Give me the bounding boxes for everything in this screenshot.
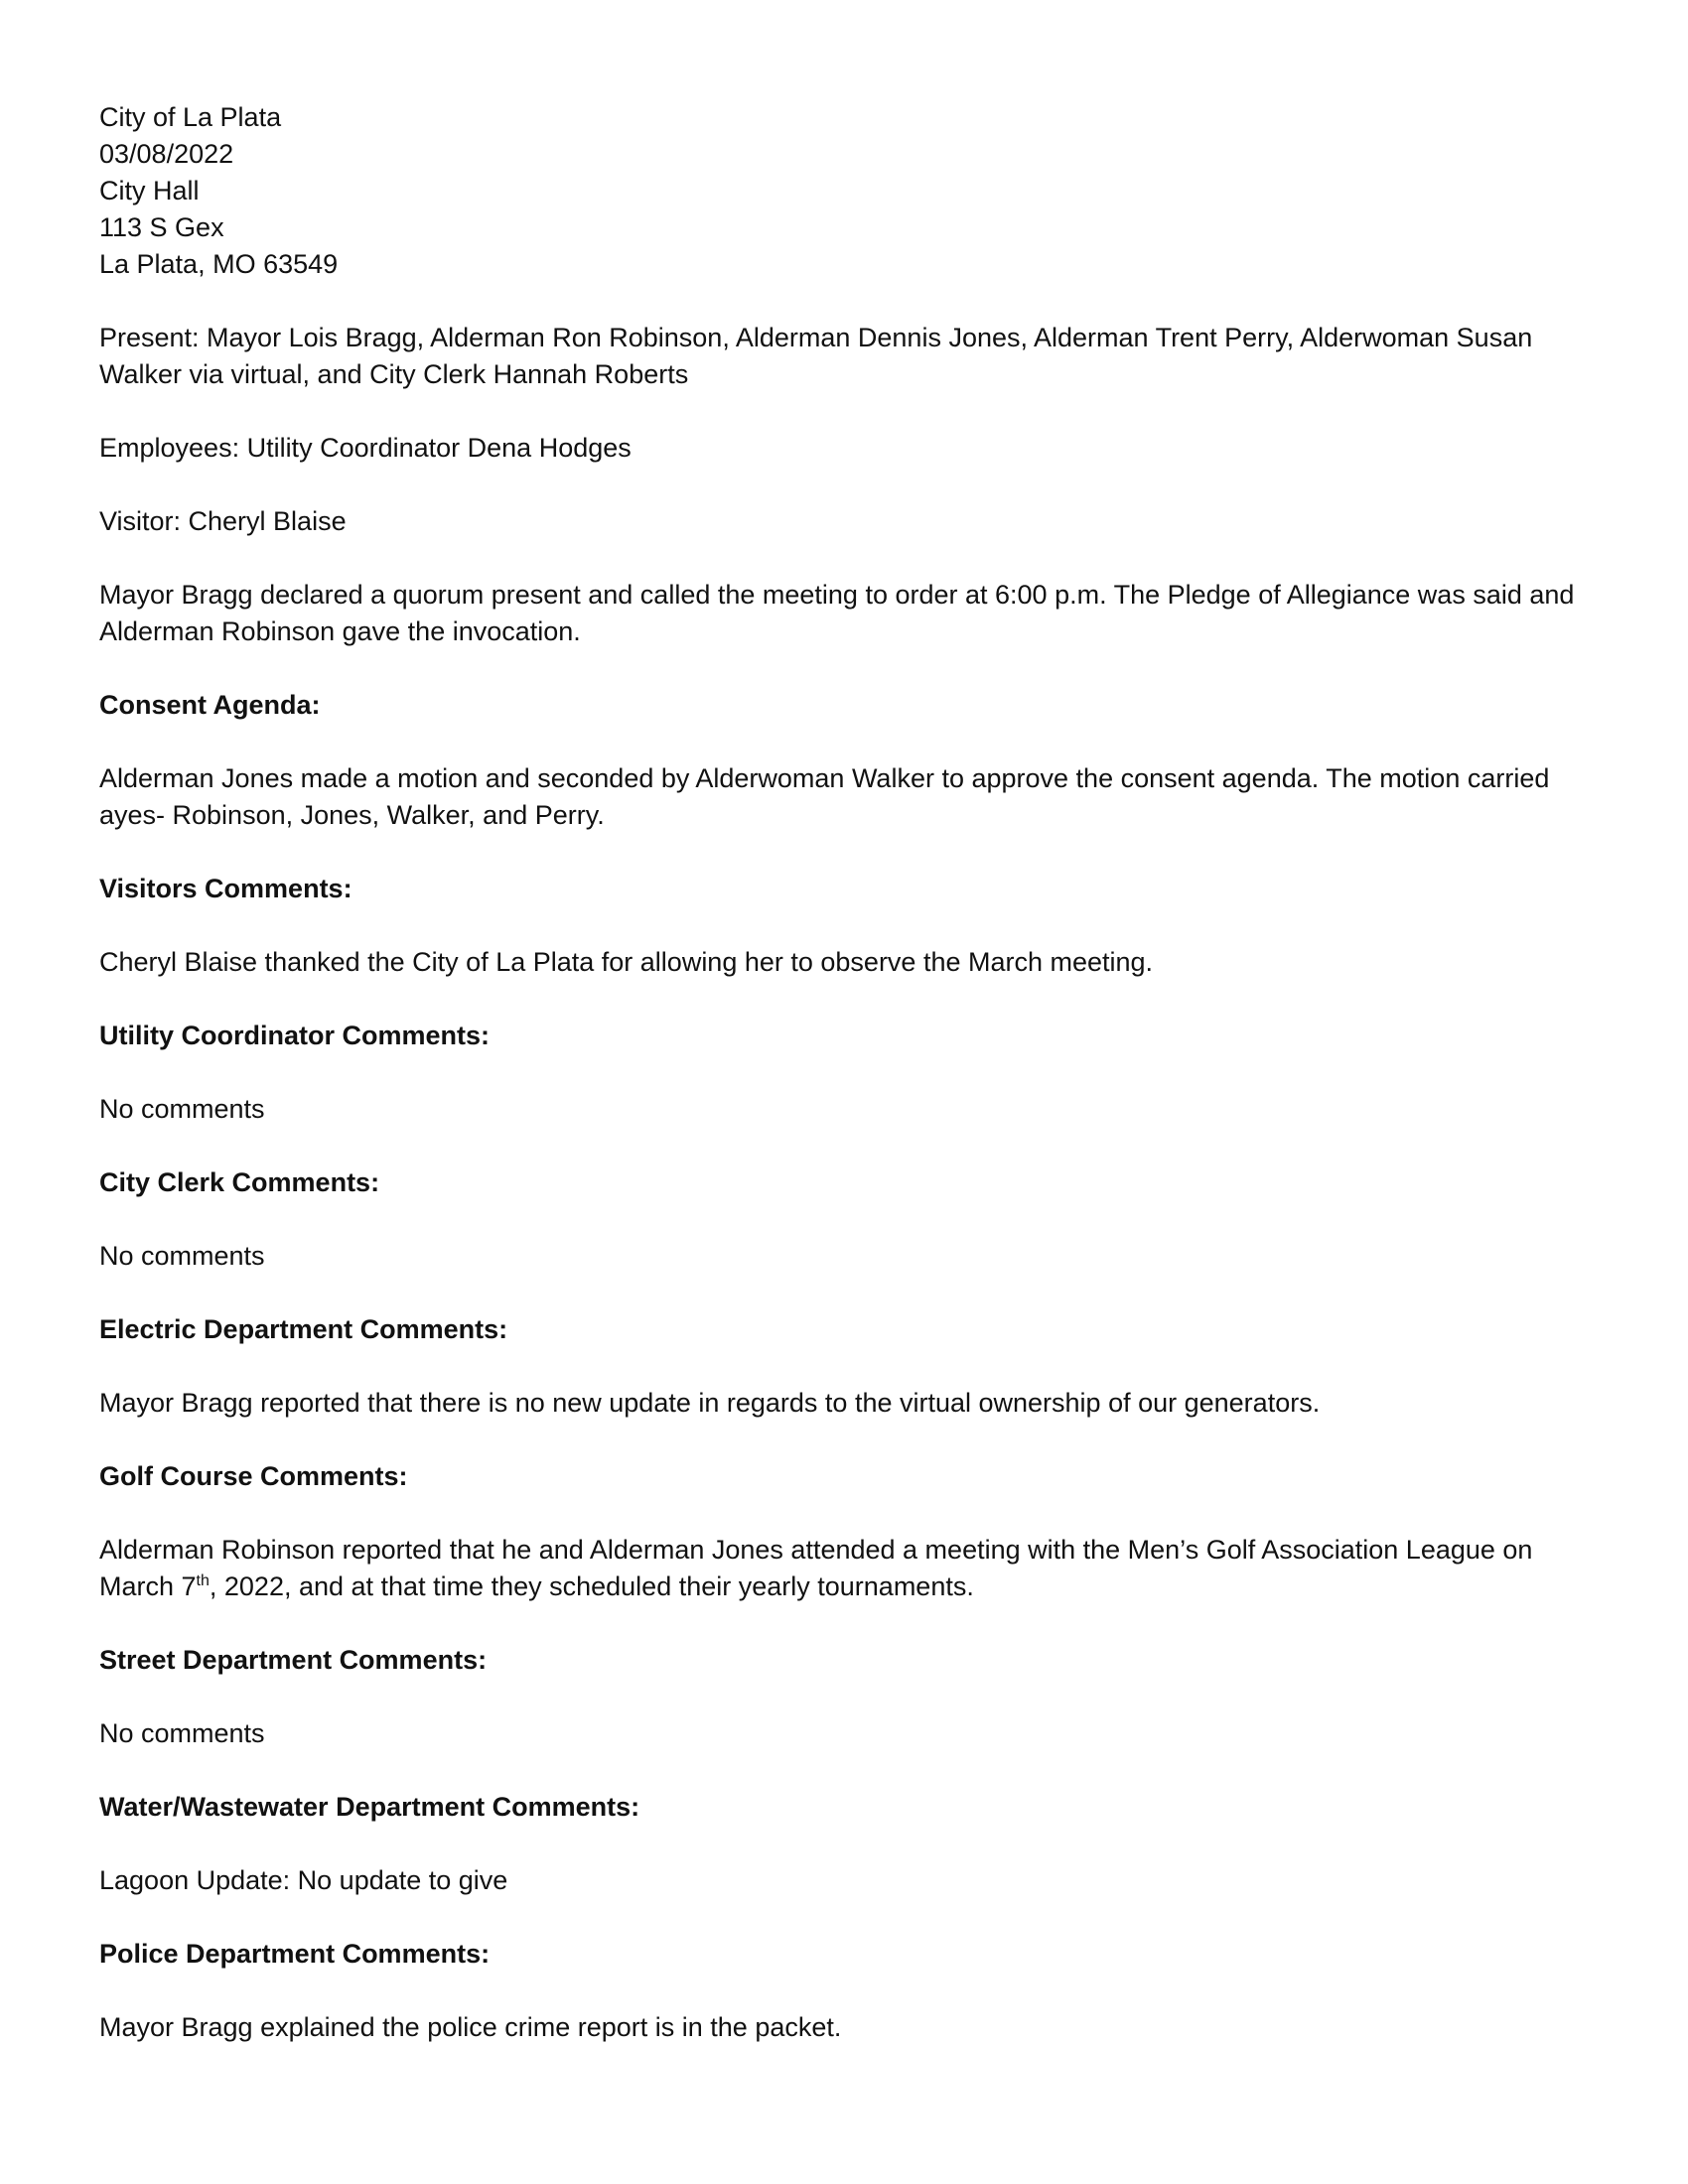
golf-body-end: , 2022, and at that time they scheduled their yearly tournaments. xyxy=(209,1571,974,1601)
golf-body-start: Alderman Robinson reported that he and Alderman Jones attended a meeting with the Men’s Golf Association League on March 7 xyxy=(99,1535,1533,1601)
section-heading-street: Street Department Comments: xyxy=(99,1645,488,1675)
section-body-police: Mayor Bragg explained the police crime report is in the packet. xyxy=(99,2012,842,2042)
section-heading-consent: Consent Agenda: xyxy=(99,690,321,720)
meeting-venue: City Hall xyxy=(99,176,200,205)
section-heading-utility: Utility Coordinator Comments: xyxy=(99,1021,491,1050)
minutes-document xyxy=(99,99,1589,2046)
section-body-consent: Alderman Jones made a motion and seconded by Alderwoman Walker to approve the consent agenda. The motion carried ayes- Robinson, Jones, Walker, and Perry. xyxy=(99,763,1550,830)
section-heading-visitors: Visitors Comments: xyxy=(99,874,352,903)
document-header xyxy=(99,99,1589,283)
section-heading-water: Water/Wastewater Department Comments: xyxy=(99,1792,640,1822)
meeting-date: 03/08/2022 xyxy=(99,139,234,169)
section-body-golf xyxy=(99,1532,1589,1605)
employees-line: Employees: Utility Coordinator Dena Hodges xyxy=(99,433,632,463)
visitor-line: Visitor: Cheryl Blaise xyxy=(99,506,347,536)
ordinal-suffix: th xyxy=(196,1572,210,1589)
section-body-electric: Mayor Bragg reported that there is no new update in regards to the virtual ownership of our generators. xyxy=(99,1388,1321,1418)
attendees-present: Present: Mayor Lois Bragg, Alderman Ron Robinson, Alderman Dennis Jones, Alderman Trent Perry, Alderwoman Susan Walker via virtual, and City Clerk Hannah Roberts xyxy=(99,323,1533,389)
section-body-utility: No comments xyxy=(99,1094,265,1124)
section-heading-police: Police Department Comments: xyxy=(99,1939,491,1969)
call-to-order: Mayor Bragg declared a quorum present and called the meeting to order at 6:00 p.m. The Pledge of Allegiance was said and Alderman Robinson gave the invocation. xyxy=(99,580,1575,646)
street-address: 113 S Gex xyxy=(99,212,224,242)
org-name: City of La Plata xyxy=(99,102,282,132)
section-heading-clerk: City Clerk Comments: xyxy=(99,1167,380,1197)
section-heading-electric: Electric Department Comments: xyxy=(99,1314,508,1344)
section-body-visitors: Cheryl Blaise thanked the City of La Plata for allowing her to observe the March meeting. xyxy=(99,947,1154,977)
city-state-zip: La Plata, MO 63549 xyxy=(99,249,339,279)
section-body-street: No comments xyxy=(99,1718,265,1748)
section-body-water: Lagoon Update: No update to give xyxy=(99,1865,508,1895)
section-heading-golf: Golf Course Comments: xyxy=(99,1461,408,1491)
section-body-clerk: No comments xyxy=(99,1241,265,1271)
